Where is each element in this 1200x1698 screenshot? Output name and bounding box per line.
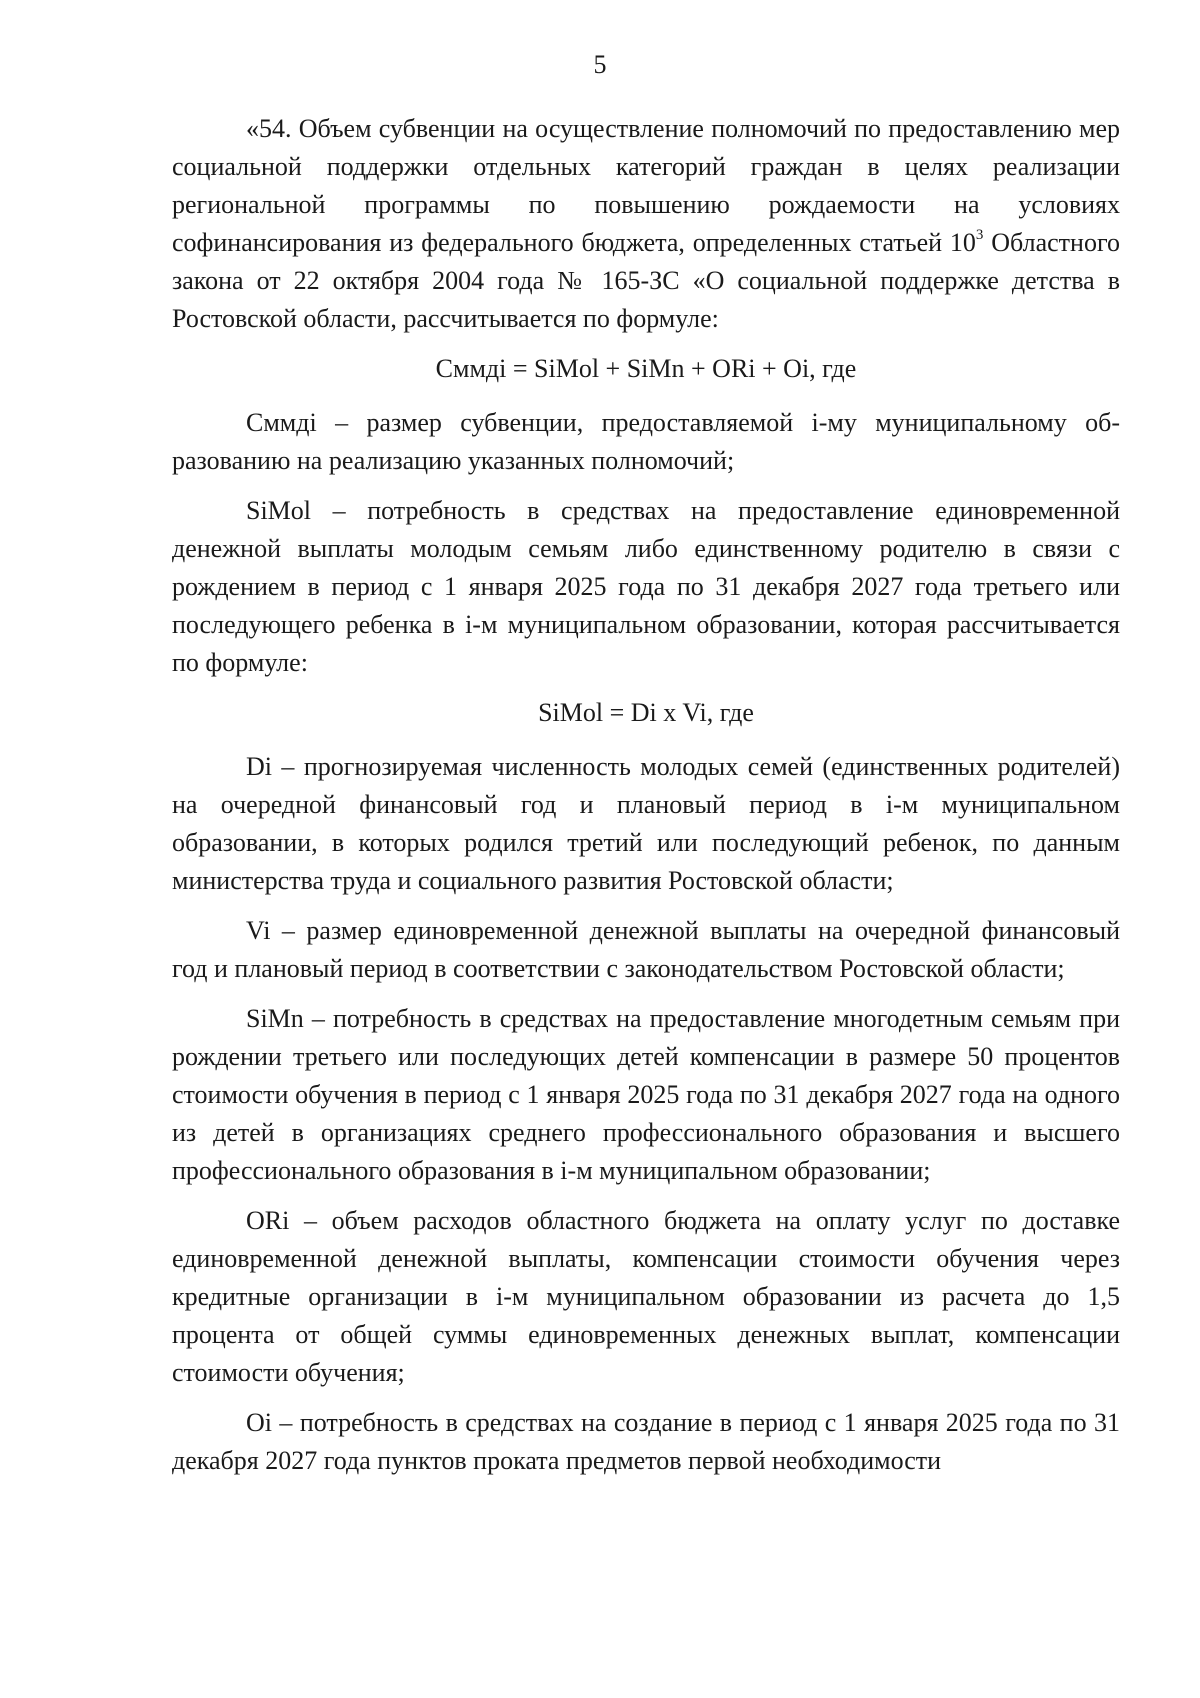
article-superscript: 3 [975, 227, 984, 244]
definition-ori: ORi – объем расходов областного бюджета на оплату услуг по доставке единовременной денежной выплаты, компенсации стоимости обучения через кредитные организации в i-м муниципальном образовании из расчета до 1,5 процента от общей суммы единовременных денежных выплат, компенсации стоимости обучения; [172, 1206, 1120, 1387]
page-number: 5 [593, 50, 607, 79]
definition-simol: SiMol – потребность в средствах на предоставление единовременной денежной выплаты молодым семьям либо единственному родителю в связи с рождением в период с 1 января 2025 года по 31 декабря 2027 года третьего или последующего ребенка в i-м муниципальном образовании, которая рассчитывается по формуле: [172, 496, 1120, 677]
document-body [172, 110, 1120, 1492]
paragraph-54-text: «54. Объем субвенции на осуществление полномочий по предоставлению мер социальной поддержки отдельных категорий граждан в целях реализации региональной программы по повышению рождаемости на условиях софинансирования из федерального бюджета, определенных статьей 10 [172, 114, 1120, 257]
definition-simn: SiMn – потребность в средствах на предоставление многодетным семьям при рождении третьего или последующих детей компенсации в размере 50 процентов стоимости обучения в период с 1 января 2025 года по 31 декабря 2027 года на одного из детей в организациях среднего профессионального образования и высшего профессионального образования в i-м муниципальном образовании; [172, 1004, 1120, 1185]
formula-smmdi: Сммдi = SiMol + SiMn + ORi + Oi, где [435, 354, 857, 383]
definition-vi: Vi – размер единовременной денежной выплаты на очередной финансовый год и плановый период в соответствии с законодательством Ростовской области; [172, 916, 1120, 983]
paragraph-54 [172, 110, 1120, 338]
definition-smmdi: Сммдi – размер субвенции, предоставляемой i-му муниципальному образованию на реализацию указанных полномочий; [172, 408, 1120, 475]
paragraph-54-text-continued: Областного закона от 22 октября 2004 года № 165-ЗС «О социальной поддержке детства в Ростовской области, рассчитывается по формуле: [172, 228, 1120, 333]
definition-oi: Oi – потребность в средствах на создание в период с 1 января 2025 года по 31 декабря 2027 года пунктов проката предметов первой необходимости [172, 1408, 1120, 1475]
formula-simol: SiMol = Di x Vi, где [538, 698, 754, 727]
definition-di: Di – прогнозируемая численность молодых семей (единственных родителей) на очередной финансовый год и плановый период в i-м муниципальном образовании, в которых родился третий или последующий ребенок, по данным министерства труда и социального развития Ростовской области; [172, 752, 1120, 895]
